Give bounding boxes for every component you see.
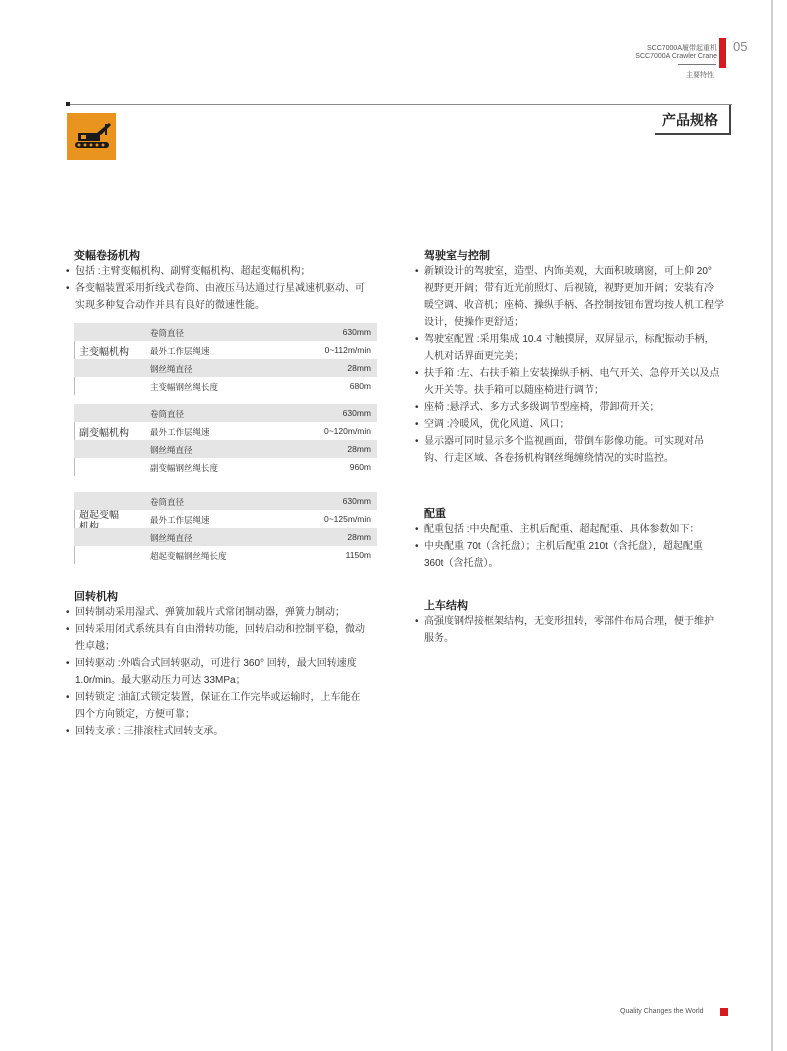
crawler-crane-icon	[67, 113, 116, 160]
spec-label-w4: 副变幅机构	[79, 428, 129, 439]
page-title: 产品规格	[662, 112, 718, 128]
slewing-bullet: • 回转驱动 :外啮合式回转驱动，可进行 360° 回转，最大回转速度	[66, 655, 396, 672]
slewing-bullet: • 回转锁定 :油缸式锁定装置，保证在工作完毕或运输时，上车能在	[66, 689, 396, 706]
slewing-title: 回转机构	[74, 591, 118, 603]
top-rule-dot	[66, 102, 70, 106]
footer-accent-square	[720, 1008, 728, 1016]
cab-bullet: • 座椅 :悬浮式、多方式多级调节型座椅，带卸荷开关；	[415, 399, 745, 416]
header-title-cn: SCC7000A履带起重机	[646, 45, 717, 52]
superstructure-bullets	[415, 613, 745, 647]
table-row: 钢丝绳直径 28mm	[74, 359, 377, 377]
luffing-bullet-cont: 实现多种复合动作并具有良好的微速性能。	[75, 300, 265, 311]
luffing-bullet: • 各变幅装置采用折线式卷筒、由液压马达通过行星减速机驱动、可	[66, 280, 386, 297]
table-row: 钢丝绳直径 28mm	[74, 528, 377, 546]
footer-slogan: Quality Changes the World	[620, 1008, 704, 1015]
cab-title: 驾驶室与控制	[424, 250, 490, 262]
superstructure-title: 上车结构	[424, 600, 468, 612]
table-row: 最外工作层绳速 0~125m/min	[150, 514, 371, 525]
counterweight-bullets	[415, 521, 745, 572]
table-row: 卷筒直径 630mm	[74, 323, 377, 341]
slewing-bullet: • 回转支承 : 三排滚柱式回转支承。	[66, 723, 396, 740]
slewing-bullet-cont: 性卓越；	[75, 641, 115, 652]
cab-bullet: • 空调 :冷暖风，优化风道、风口；	[415, 416, 745, 433]
slewing-bullet: • 回转采用闭式系统具有自由滑转功能，回转启动和控制平稳，微动	[66, 621, 396, 638]
header-accent-bar	[719, 38, 726, 68]
table-row: 主变幅钢丝绳长度 680m	[150, 381, 371, 392]
counterweight-title: 配重	[424, 508, 446, 520]
table-row: 最外工作层绳速 0~120m/min	[150, 426, 371, 437]
counterweight-bullet: • 配重包括 :中央配重、主机后配重、超起配重、具体参数如下：	[415, 521, 745, 538]
table-row: 钢丝绳直径 28mm	[74, 440, 377, 458]
cab-bullet-cont: 视野更开阔；带有近光前照灯、后视镜，视野更加开阔；安装有冷	[424, 283, 714, 294]
spec-label-w3: 主变幅机构	[79, 347, 129, 358]
cab-bullet: • 扶手箱 :左、右扶手箱上安装操纵手柄、电气开关、急停开关以及点	[415, 365, 745, 382]
cab-bullet-cont: 暖空调、收音机；座椅、操纵手柄、各控制按钮布置均按人机工程学	[424, 300, 724, 311]
counterweight-bullet: • 中央配重 70t（含托盘）；主机后配重 210t（含托盘），超起配重	[415, 538, 745, 555]
cab-bullet-cont: 设计，使操作更舒适；	[424, 317, 524, 328]
header-divider	[678, 64, 716, 65]
cab-bullet: • 驾驶室配置 :采用集成 10.4 寸触摸屏，双屏显示，标配振动手柄，	[415, 331, 745, 348]
luffing-bullet: • 包括 :主臂变幅机构、副臂变幅机构、超起变幅机构；	[66, 263, 386, 280]
table-row: 卷筒直径 630mm	[74, 492, 377, 510]
spec-label-w5: 超起变幅	[79, 510, 119, 521]
top-rule	[67, 104, 732, 105]
slewing-bullet-cont: 四个方向锁定，方便可靠；	[75, 709, 195, 720]
cab-bullet-cont: 人机对话界面更完美；	[424, 351, 524, 362]
luffing-title: 变幅卷扬机构	[74, 250, 140, 262]
cab-bullet-cont: 钩、行走区域、各卷扬机构钢丝绳缠绕情况的实时监控。	[424, 453, 674, 464]
page-edge-rule	[771, 0, 773, 1051]
cab-bullet: • 新颖设计的驾驶室，造型、内饰美观，大面积玻璃窗，可上仰 20°	[415, 263, 745, 280]
counterweight-bullet-cont: 360t（含托盘）。	[424, 558, 499, 569]
slewing-bullet: • 回转制动采用湿式、弹簧加载片式常闭制动器，弹簧力制动；	[66, 604, 396, 621]
luffing-bullets	[66, 263, 386, 314]
cab-bullet-cont: 火开关等。扶手箱可以随座椅进行调节；	[424, 385, 604, 396]
cab-bullet: • 显示器可同时显示多个监视画面，带倒车影像功能。可实现对吊	[415, 433, 745, 450]
table-row: 卷筒直径 630mm	[74, 404, 377, 422]
table-row: 副变幅钢丝绳长度 960m	[150, 462, 371, 473]
cab-bullets	[415, 263, 745, 467]
slewing-bullets	[66, 604, 396, 740]
page-number: 05	[733, 39, 748, 54]
table-row: 超起变幅钢丝绳长度 1150m	[150, 550, 371, 561]
header-section: 主要特性	[686, 72, 714, 79]
table-row: 最外工作层绳速 0~112m/min	[150, 345, 371, 356]
slewing-bullet-cont: 1.0r/min。最大驱动压力可达 33MPa；	[75, 675, 246, 686]
superstructure-bullet: • 高强度钢焊接框架结构，无变形扭转，零部件布局合理，便于维护	[415, 613, 745, 630]
header-title-en: SCC7000A Crawler Crane	[635, 53, 717, 60]
superstructure-bullet-cont: 服务。	[424, 633, 454, 644]
